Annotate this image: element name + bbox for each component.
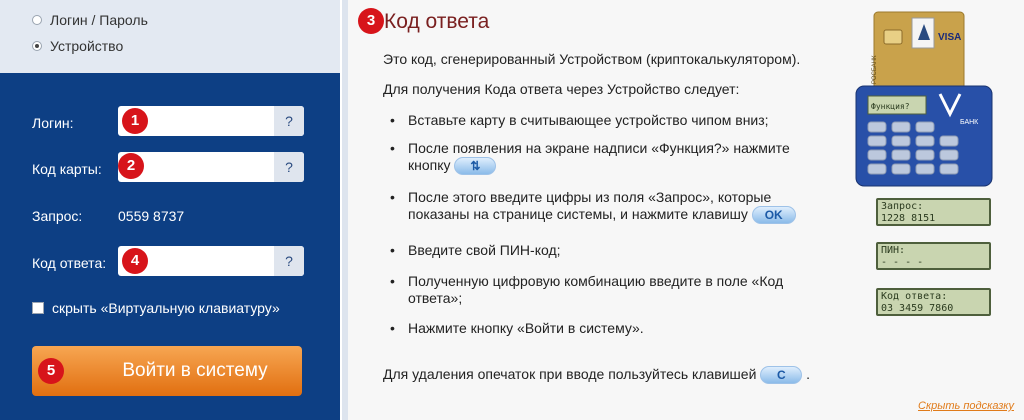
card-brand-text: VISA (938, 32, 962, 43)
answer-code-label: Код ответа: (32, 255, 107, 271)
login-button-label: Войти в систему (122, 360, 268, 381)
login-sidebar (0, 0, 340, 420)
step-badge-3: 3 (358, 8, 384, 34)
step-badge-4: 4 (122, 248, 148, 274)
lcd-request: Запрос: 1228 8151 (876, 198, 991, 226)
radio-checked-icon[interactable] (32, 41, 42, 51)
help-intro: Это код, сгенерированный Устройством (криптокалькулятором). (383, 51, 801, 67)
device-bank-text: БАНК (960, 119, 979, 126)
virtual-keyboard-toggle[interactable] (32, 300, 280, 316)
card-code-field[interactable] (118, 152, 304, 182)
card-code-label: Код карты: (32, 161, 102, 177)
radio-label: Логин / Пароль (50, 12, 148, 28)
help-title: Код ответа (384, 10, 490, 33)
list-item: • Вставьте карту в считывающее устройство чипом вниз; (390, 112, 769, 128)
lcd-pin: ПИН: - - - - (876, 242, 991, 270)
login-label: Логин: (32, 115, 74, 131)
virtual-keyboard-label: скрыть «Виртуальную клавиатуру» (52, 300, 280, 316)
list-item: • Введите свой ПИН-код; (390, 242, 561, 258)
help-lead: Для получения Кода ответа через Устройство следует: (383, 81, 740, 97)
hide-hint-link[interactable]: Скрыть подсказку (918, 400, 1014, 412)
request-value: 0559 8737 (118, 208, 185, 224)
help-panel (348, 0, 1024, 420)
radio-label: Устройство (50, 38, 124, 54)
answer-code-input[interactable] (148, 250, 272, 274)
step-badge-1: 1 (122, 108, 148, 134)
card-code-input[interactable] (148, 156, 272, 180)
card-reader-illustration (854, 10, 1004, 190)
radio-device[interactable] (32, 38, 123, 54)
radio-login-password[interactable] (32, 12, 148, 28)
login-input[interactable] (148, 110, 272, 134)
list-item: • После этого введите цифры из поля «Запрос», которые показаны на странице системы, и нажмите клавишу OK (408, 189, 796, 224)
card-code-help-button[interactable]: ? (274, 152, 304, 182)
step-badge-5: 5 (38, 358, 64, 384)
login-button[interactable] (32, 346, 302, 396)
step-badge-2: 2 (118, 153, 144, 179)
auth-method-selector (0, 0, 340, 73)
radio-icon[interactable] (32, 15, 42, 25)
answer-code-help-button[interactable]: ? (274, 246, 304, 276)
login-help-button[interactable]: ? (274, 106, 304, 136)
function-key-icon: ⇅ (454, 157, 496, 175)
delete-note: Для удаления опечаток при вводе пользуйтесь клавишей C . (383, 366, 811, 383)
c-key-icon: C (760, 366, 802, 384)
list-item: • Нажмите кнопку «Войти в систему». (390, 320, 644, 336)
request-label: Запрос: (32, 208, 83, 224)
card-bank-text: РОСБАНК (872, 55, 878, 84)
ok-key-icon: OK (752, 206, 796, 224)
checkbox-icon[interactable] (32, 302, 44, 314)
lcd-answer-code: Код ответа: 03 3459 7860 (876, 288, 991, 316)
list-item: • Полученную цифровую комбинацию введите в поле «Код ответа»; (390, 273, 784, 306)
list-item: • После появления на экране надписи «Функция?» нажмите кнопку ⇅ (390, 140, 790, 174)
device-screen-text: Функция? (871, 102, 910, 111)
